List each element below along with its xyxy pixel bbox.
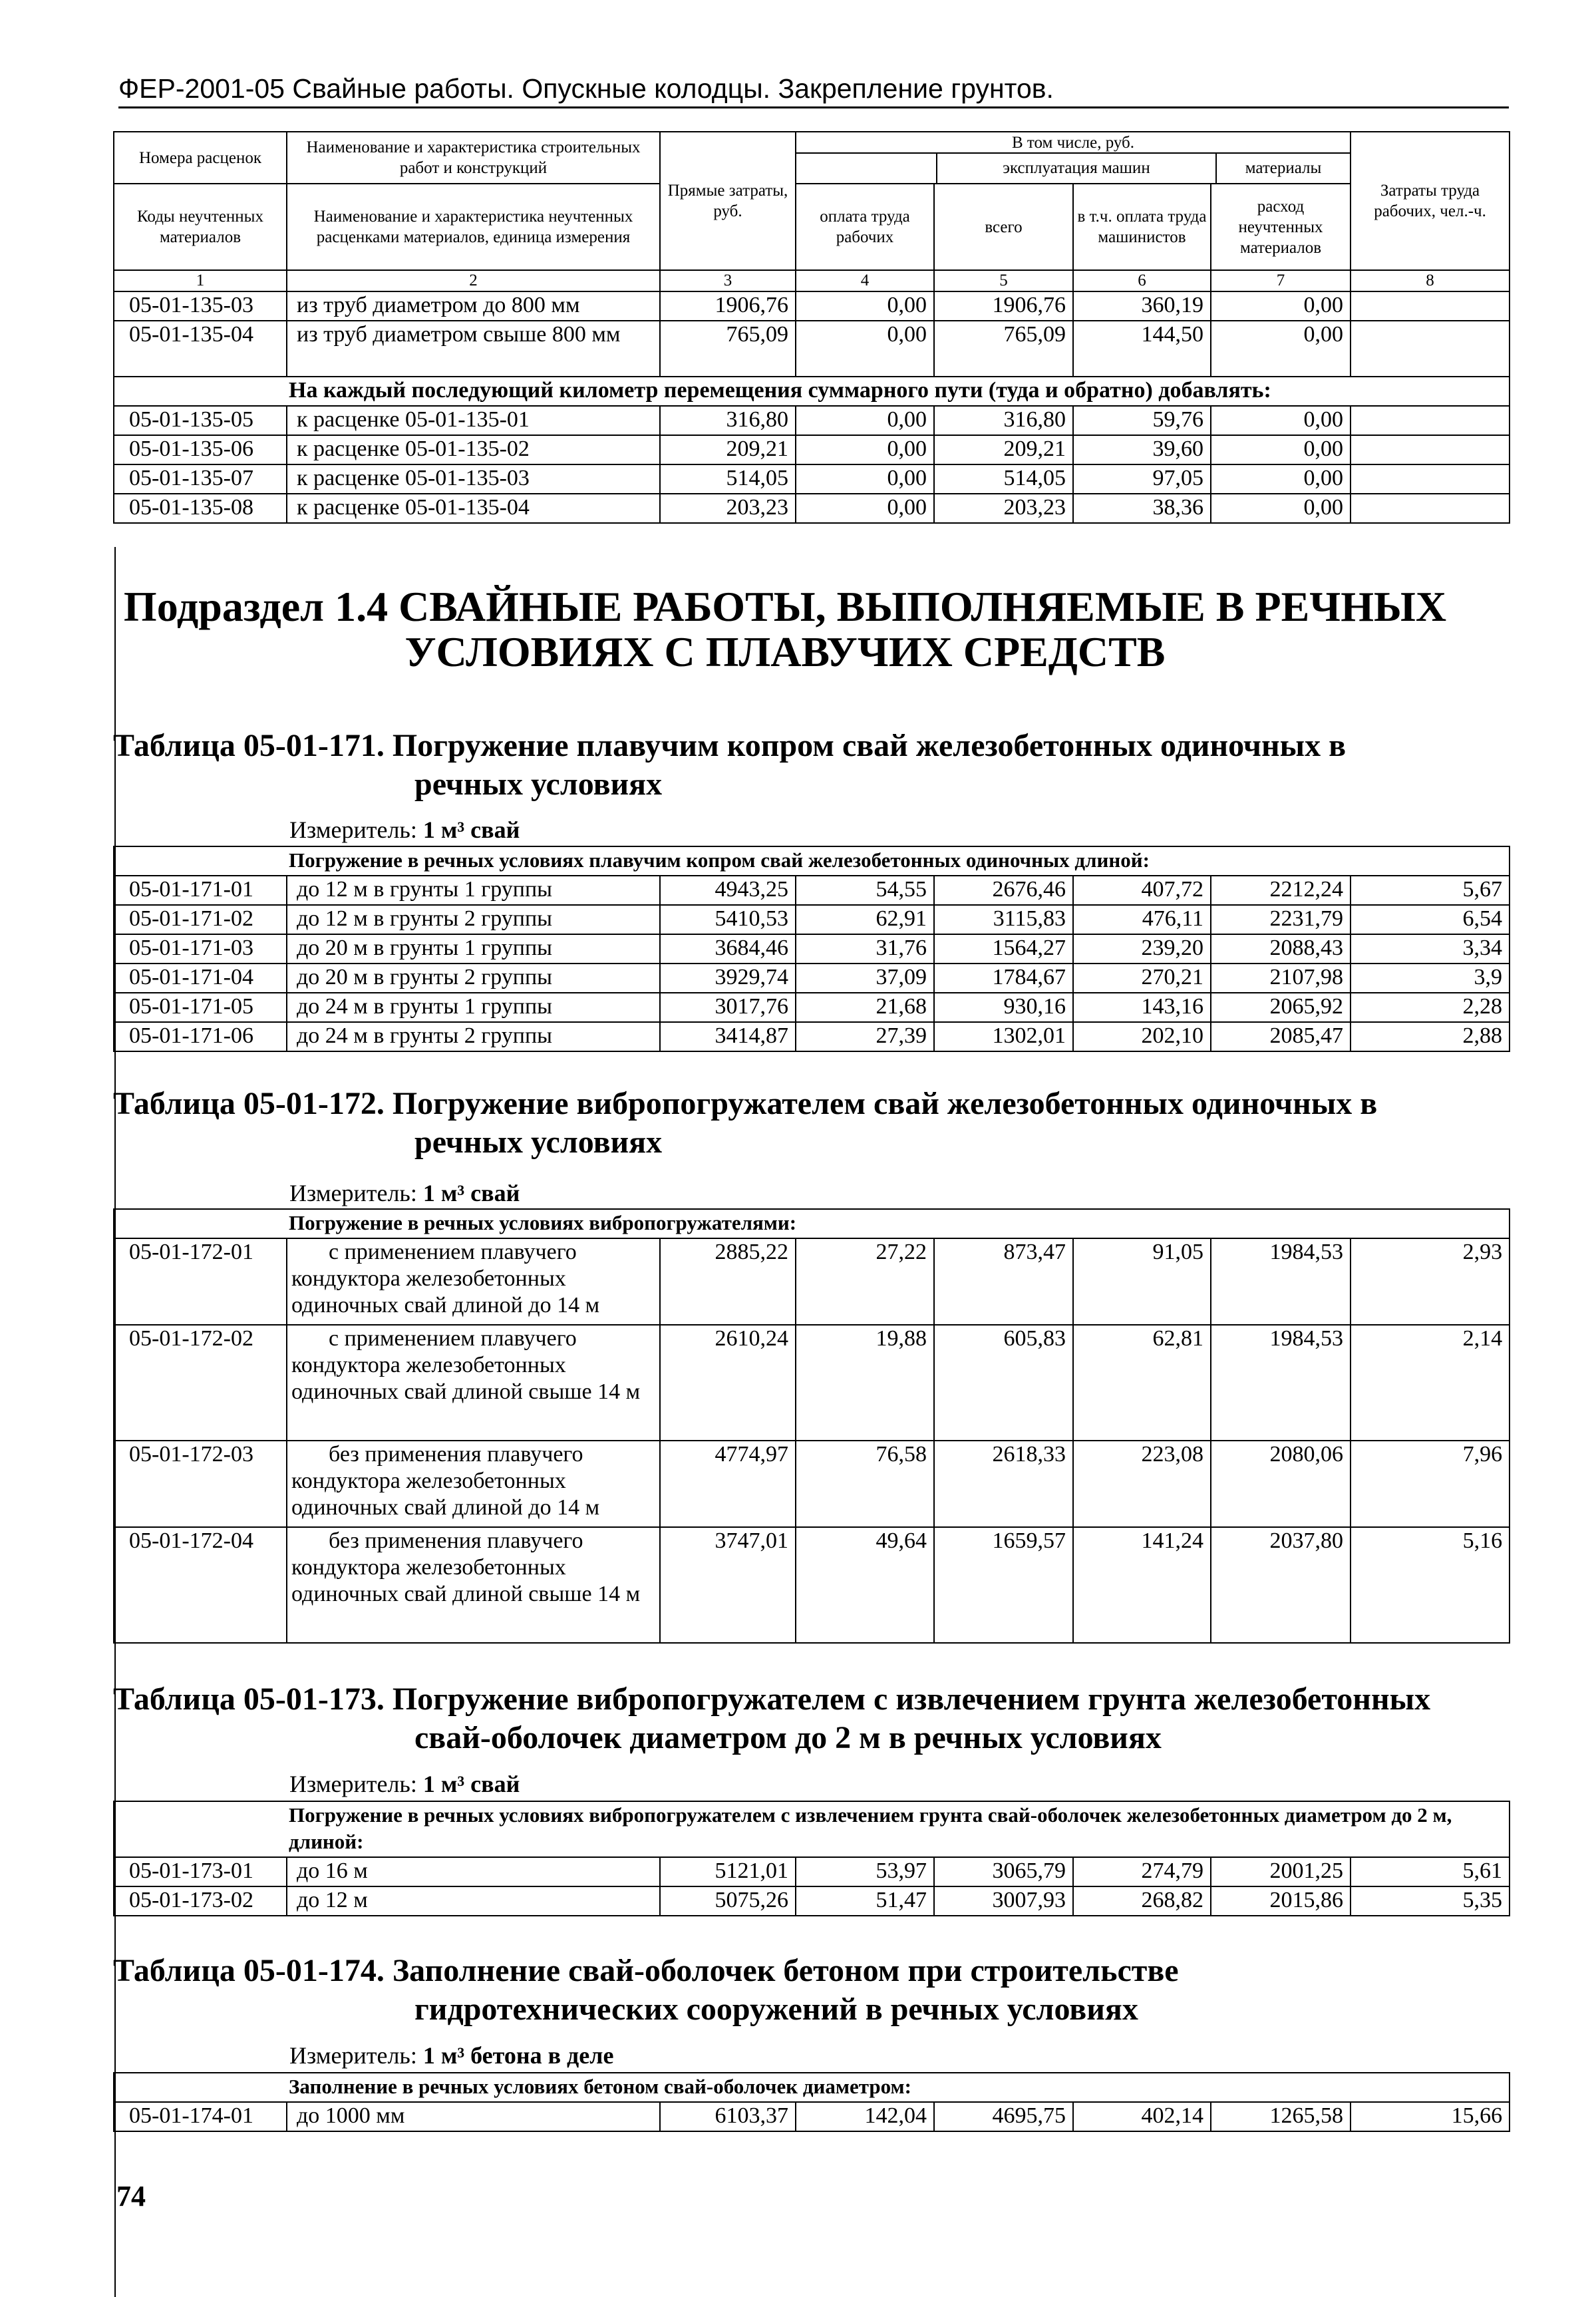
machine-cost: 3115,83 [934,905,1073,934]
section-heading: Погружение в речных условиях плавучим копром свай железобетонных одиночных длиной: [114,846,1510,876]
rate-code: 05-01-171-02 [114,905,287,934]
labor-hours [1351,494,1510,523]
direct-cost: 4774,97 [660,1441,796,1527]
direct-cost: 765,09 [660,321,796,377]
direct-cost: 3929,74 [660,964,796,993]
rate-name: до 20 м в грунты 1 группы [287,934,660,964]
section-heading: Заполнение в речных условиях бетоном свай-оболочек диаметром: [114,2073,1510,2102]
incl-label: В том числе, руб. [796,132,1350,154]
col-labor-header: оплата труда рабочих [796,184,934,270]
col-num: 2 [287,270,660,291]
direct-cost: 316,80 [660,406,796,435]
labor-hours: 2,14 [1351,1325,1510,1441]
labor-hours: 3,34 [1351,934,1510,964]
table-174-title-line2: гидротехнических сооружений в речных условиях [414,1992,1138,2027]
section-heading: Погружение в речных условиях вибропогружателями: [114,1209,1510,1238]
table-173-unit [289,1770,520,1798]
machine-cost: 1906,76 [934,291,1073,321]
table-172-title [113,1085,1510,1162]
material-cost: 2065,92 [1211,993,1351,1022]
col-num: 5 [934,270,1073,291]
labor-hours: 7,96 [1351,1441,1510,1527]
operator-cost: 62,81 [1073,1325,1211,1441]
material-cost: 0,00 [1211,435,1351,464]
rate-code: 05-01-172-02 [114,1325,287,1441]
labor-cost: 27,22 [796,1238,934,1325]
rate-code: 05-01-135-04 [114,321,287,377]
labor-hours [1351,321,1510,377]
operator-cost: 141,24 [1073,1527,1211,1643]
unit-value: 1 м³ свай [422,816,520,843]
machine-cost: 4695,75 [934,2102,1073,2131]
material-cost: 2107,98 [1211,964,1351,993]
direct-cost: 6103,37 [660,2102,796,2131]
unit-value: 1 м³ бетона в деле [422,2042,614,2069]
direct-cost: 203,23 [660,494,796,523]
labor-cost: 0,00 [796,321,934,377]
operator-cost: 268,82 [1073,1886,1211,1916]
material-cost: 1265,58 [1211,2102,1351,2131]
rate-code: 05-01-135-06 [114,435,287,464]
labor-cost: 0,00 [796,464,934,494]
rate-code: 05-01-135-05 [114,406,287,435]
rates-table-135 [113,131,1510,524]
labor-hours: 5,35 [1351,1886,1510,1916]
col-num: 8 [1351,270,1510,291]
labor-hours [1351,464,1510,494]
rate-code: 05-01-172-04 [114,1527,287,1643]
machine-cost: 3065,79 [934,1857,1073,1886]
rate-name: к расценке 05-01-135-02 [287,435,660,464]
direct-cost: 1906,76 [660,291,796,321]
col-name-subheader: Наименование и характеристика неучтенных расценками материалов, единица измерения [287,184,660,270]
rate-name: до 1000 мм [287,2102,660,2131]
operator-cost: 144,50 [1073,321,1211,377]
table-172-title-line1: Таблица 05-01-172. Погружение вибропогружателем свай железобетонных одиночных в [113,1086,1378,1121]
table-171-title [113,727,1510,804]
labor-cost: 53,97 [796,1857,934,1886]
table-171-title-line2: речных условиях [414,767,663,802]
machine-cost: 209,21 [934,435,1073,464]
rate-name: без применения плавучего кондуктора железобетонных одиночных свай длиной до 14 м [287,1441,660,1527]
unit-value: 1 м³ свай [422,1771,520,1797]
direct-cost: 3017,76 [660,993,796,1022]
labor-hours [1351,406,1510,435]
operator-cost: 39,60 [1073,435,1211,464]
machine-cost: 316,80 [934,406,1073,435]
operator-cost: 407,72 [1073,876,1211,905]
rate-code: 05-01-172-01 [114,1238,287,1325]
material-cost: 1984,53 [1211,1238,1351,1325]
operator-cost: 143,16 [1073,993,1211,1022]
rate-name: из труб диаметром свыше 800 мм [287,321,660,377]
labor-cost: 54,55 [796,876,934,905]
col-code-subheader: Коды неучтенных материалов [114,184,287,270]
materials-label: материалы [1245,159,1322,177]
direct-cost: 4943,25 [660,876,796,905]
rate-code: 05-01-173-01 [114,1857,287,1886]
material-cost: 2037,80 [1211,1527,1351,1643]
labor-cost: 0,00 [796,494,934,523]
col-mat-usage-header: расход неучтенных материалов [1211,184,1351,270]
labor-hours [1351,291,1510,321]
rate-code: 05-01-172-03 [114,1441,287,1527]
unit-label: Измеритель: [289,1180,417,1206]
labor-cost: 51,47 [796,1886,934,1916]
direct-cost: 5121,01 [660,1857,796,1886]
section-heading: Погружение в речных условиях вибропогружателем с извлечением грунта свай-оболочек железобетонных диаметром до 2 м, длиной: [114,1801,1510,1857]
material-cost: 2015,86 [1211,1886,1351,1916]
rate-name: до 16 м [287,1857,660,1886]
table-173-title-line1: Таблица 05-01-173. Погружение вибропогружателем с извлечением грунта железобетонных [113,1681,1431,1717]
machine-cost: 605,83 [934,1325,1073,1441]
rate-name: до 12 м в грунты 2 группы [287,905,660,934]
material-cost: 1984,53 [1211,1325,1351,1441]
col-labor-hours-header: Затраты труда рабочих, чел.-ч. [1351,132,1510,270]
operator-cost: 223,08 [1073,1441,1211,1527]
material-cost: 2212,24 [1211,876,1351,905]
rate-name: до 12 м [287,1886,660,1916]
machine-cost: 765,09 [934,321,1073,377]
col-num: 4 [796,270,934,291]
table-173-title [113,1680,1510,1757]
labor-hours: 3,9 [1351,964,1510,993]
rate-name: к расценке 05-01-135-03 [287,464,660,494]
labor-hours: 5,61 [1351,1857,1510,1886]
operator-cost: 97,05 [1073,464,1211,494]
labor-hours: 15,66 [1351,2102,1510,2131]
labor-hours [1351,435,1510,464]
material-cost: 0,00 [1211,494,1351,523]
unit-label: Измеритель: [289,816,417,843]
table-174-title [113,1952,1510,2029]
section-heading: На каждый последующий километр перемещения суммарного пути (туда и обратно) добавлять: [114,377,1510,406]
labor-hours: 5,16 [1351,1527,1510,1643]
table-174-title-line1: Таблица 05-01-174. Заполнение свай-оболочек бетоном при строительстве [113,1953,1179,1988]
labor-cost: 31,76 [796,934,934,964]
rate-code: 05-01-135-07 [114,464,287,494]
operator-cost: 59,76 [1073,406,1211,435]
machine-cost: 1302,01 [934,1022,1073,1051]
rate-code: 05-01-171-01 [114,876,287,905]
col-num: 6 [1073,270,1211,291]
labor-cost: 76,58 [796,1441,934,1527]
machines-label: эксплуатация машин [937,154,1217,183]
labor-cost: 0,00 [796,291,934,321]
rate-name: до 12 м в грунты 1 группы [287,876,660,905]
direct-cost: 3747,01 [660,1527,796,1643]
direct-cost: 3684,46 [660,934,796,964]
running-header: ФЕР-2001-05 Свайные работы. Опускные колодцы. Закрепление грунтов. [118,72,1509,108]
machine-cost: 514,05 [934,464,1073,494]
material-cost: 2231,79 [1211,905,1351,934]
labor-cost: 37,09 [796,964,934,993]
machine-cost: 2676,46 [934,876,1073,905]
operator-cost: 476,11 [1073,905,1211,934]
subsection-title [113,584,1457,675]
labor-hours: 6,54 [1351,905,1510,934]
operator-cost: 402,14 [1073,2102,1211,2131]
col-mach-labor-header: в т.ч. оплата труда машинистов [1073,184,1211,270]
machine-cost: 1564,27 [934,934,1073,964]
direct-cost: 514,05 [660,464,796,494]
rate-name: до 24 м в грунты 2 группы [287,1022,660,1051]
operator-cost: 274,79 [1073,1857,1211,1886]
page-number: 74 [116,2180,146,2212]
machine-cost: 1784,67 [934,964,1073,993]
direct-cost: 5410,53 [660,905,796,934]
labor-hours: 2,93 [1351,1238,1510,1325]
machine-cost: 2618,33 [934,1441,1073,1527]
operator-cost: 91,05 [1073,1238,1211,1325]
machine-cost: 930,16 [934,993,1073,1022]
col-incl-header [796,132,1351,184]
rate-code: 05-01-171-06 [114,1022,287,1051]
rates-table-172 [113,1208,1510,1644]
labor-cost: 19,88 [796,1325,934,1441]
table-174-unit [289,2041,613,2069]
direct-cost: 3414,87 [660,1022,796,1051]
labor-cost: 21,68 [796,993,934,1022]
col-num: 1 [114,270,287,291]
rates-table-174 [113,2072,1510,2132]
rate-name: с применением плавучего кондуктора железобетонных одиночных свай длиной до 14 м [287,1238,660,1325]
material-cost: 2080,06 [1211,1441,1351,1527]
rate-name: к расценке 05-01-135-04 [287,494,660,523]
col-mach-total-header: всего [934,184,1073,270]
rate-code: 05-01-171-05 [114,993,287,1022]
operator-cost: 38,36 [1073,494,1211,523]
material-cost: 2088,43 [1211,934,1351,964]
direct-cost: 5075,26 [660,1886,796,1916]
col-num: 7 [1211,270,1351,291]
labor-hours: 2,88 [1351,1022,1510,1051]
labor-cost: 49,64 [796,1527,934,1643]
operator-cost: 202,10 [1073,1022,1211,1051]
machine-cost: 3007,93 [934,1886,1073,1916]
machine-cost: 203,23 [934,494,1073,523]
operator-cost: 239,20 [1073,934,1211,964]
unit-value: 1 м³ свай [422,1180,520,1206]
material-cost: 0,00 [1211,406,1351,435]
labor-cost: 62,91 [796,905,934,934]
rate-name: до 24 м в грунты 1 группы [287,993,660,1022]
direct-cost: 2610,24 [660,1325,796,1441]
rate-name: с применением плавучего кондуктора железобетонных одиночных свай длиной свыше 14 м [287,1325,660,1441]
labor-cost: 0,00 [796,406,934,435]
operator-cost: 360,19 [1073,291,1211,321]
rate-code: 05-01-173-02 [114,1886,287,1916]
rate-code: 05-01-171-04 [114,964,287,993]
labor-cost: 142,04 [796,2102,934,2131]
table-172-title-line2: речных условиях [414,1125,663,1160]
material-cost: 0,00 [1211,464,1351,494]
rate-code: 05-01-135-08 [114,494,287,523]
rate-code: 05-01-135-03 [114,291,287,321]
machine-cost: 873,47 [934,1238,1073,1325]
rate-name: без применения плавучего кондуктора железобетонных одиночных свай длиной свыше 14 м [287,1527,660,1643]
labor-hours: 5,67 [1351,876,1510,905]
direct-cost: 2885,22 [660,1238,796,1325]
operator-cost: 270,21 [1073,964,1211,993]
table-171-unit [289,816,520,844]
material-cost: 2085,47 [1211,1022,1351,1051]
material-cost: 0,00 [1211,291,1351,321]
subsection-title-line1: Подраздел 1.4 СВАЙНЫЕ РАБОТЫ, ВЫПОЛНЯЕМЫЕ В РЕЧНЫХ [123,583,1447,630]
unit-label: Измеритель: [289,1771,417,1797]
subsection-title-line2: УСЛОВИЯХ С ПЛАВУЧИХ СРЕДСТВ [404,628,1166,675]
direct-cost: 209,21 [660,435,796,464]
col-code-header: Номера расценок [114,132,287,184]
rates-table-173 [113,1801,1510,1916]
rate-name: к расценке 05-01-135-01 [287,406,660,435]
unit-label: Измеритель: [289,2042,417,2069]
rate-code: 05-01-171-03 [114,934,287,964]
material-cost: 2001,25 [1211,1857,1351,1886]
material-cost: 0,00 [1211,321,1351,377]
rates-table-171 [113,846,1510,1052]
table-173-title-line2: свай-оболочек диаметром до 2 м в речных условиях [414,1720,1162,1755]
table-171-title-line1: Таблица 05-01-171. Погружение плавучим копром свай железобетонных одиночных в [113,728,1347,763]
machine-cost: 1659,57 [934,1527,1073,1643]
table-172-unit [289,1179,520,1207]
labor-hours: 2,28 [1351,993,1510,1022]
rate-code: 05-01-174-01 [114,2102,287,2131]
col-num: 3 [660,270,796,291]
labor-cost: 0,00 [796,435,934,464]
labor-cost: 27,39 [796,1022,934,1051]
rate-name: из труб диаметром до 800 мм [287,291,660,321]
col-name-header: Наименование и характеристика строительных работ и конструкций [287,132,660,184]
rate-name: до 20 м в грунты 2 группы [287,964,660,993]
col-direct-header: Прямые затраты, руб. [660,132,796,270]
